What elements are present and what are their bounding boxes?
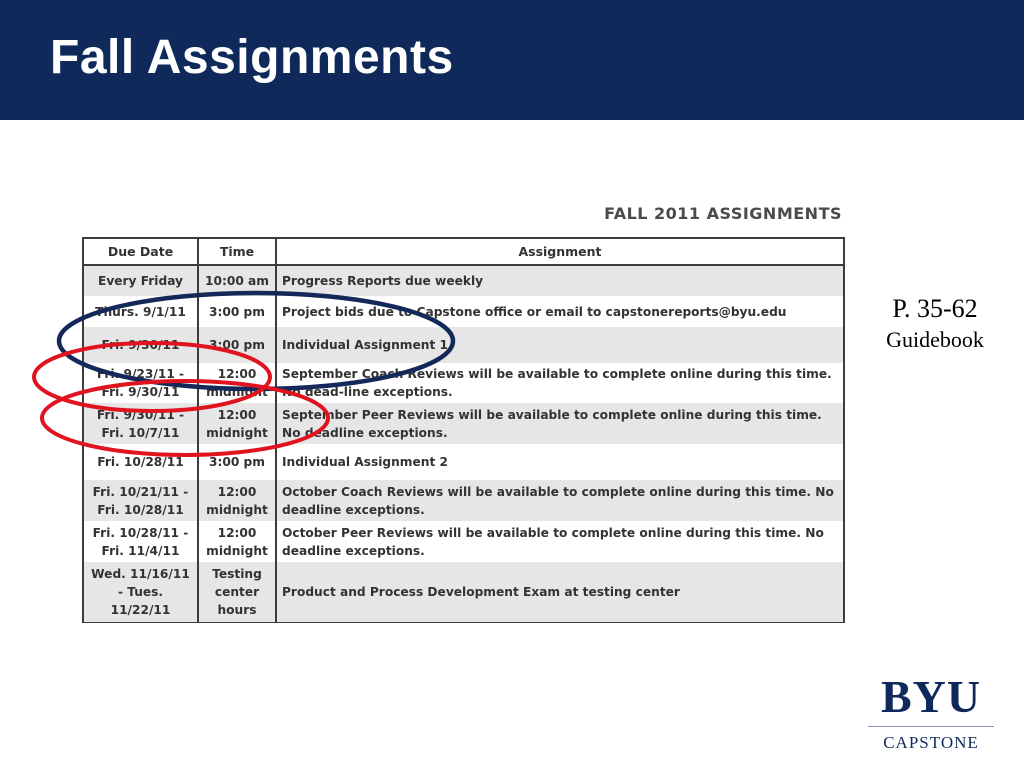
logo-subtitle: CAPSTONE xyxy=(883,733,979,752)
time-cell: 3:00 pm xyxy=(198,444,276,480)
title-bar xyxy=(0,0,1024,120)
due-date-cell: Fri. 10/21/11 - Fri. 10/28/11 xyxy=(83,480,198,521)
column-header-time: Time xyxy=(198,238,276,265)
guidebook-label: Guidebook xyxy=(886,327,984,352)
assignment-cell: Individual Assignment 1 xyxy=(276,327,844,363)
table-row xyxy=(83,444,844,480)
assignment-cell: Progress Reports due weekly xyxy=(276,265,844,296)
assignment-cell: Product and Process Development Exam at testing center xyxy=(276,562,844,622)
column-header-assignment: Assignment xyxy=(276,238,844,265)
slide-title: Fall Assignments xyxy=(50,31,454,84)
due-date-cell: Fri. 10/28/11 xyxy=(83,444,198,480)
due-date-cell: Fri. 10/28/11 - Fri. 11/4/11 xyxy=(83,521,198,562)
assignment-cell: Project bids due to Capstone office or email to capstonereports@byu.edu xyxy=(276,296,844,327)
time-cell: 12:00 midnight xyxy=(198,480,276,521)
table-row xyxy=(83,562,844,622)
table-row xyxy=(83,521,844,562)
assignment-cell: September Coach Reviews will be available to complete online during this time. No dead-line exceptions. xyxy=(276,363,844,403)
table-row xyxy=(83,296,844,327)
table-row xyxy=(83,327,844,363)
logo-wordmark: BYU xyxy=(880,671,982,722)
table-header-row xyxy=(83,238,844,265)
due-date-cell: Fri. 9/23/11 - Fri. 9/30/11 xyxy=(83,363,198,403)
time-cell: 12:00 midnight xyxy=(198,363,276,403)
due-date-cell: Wed. 11/16/11 - Tues. 11/22/11 xyxy=(83,562,198,622)
time-cell: 10:00 am xyxy=(198,265,276,296)
logo-divider xyxy=(868,726,994,727)
due-date-cell: Thurs. 9/1/11 xyxy=(83,296,198,327)
time-cell: 3:00 pm xyxy=(198,296,276,327)
byu-capstone-logo xyxy=(862,672,1000,762)
due-date-cell: Fri. 9/30/11 xyxy=(83,327,198,363)
time-cell: 12:00 midnight xyxy=(198,521,276,562)
assignment-cell: Individual Assignment 2 xyxy=(276,444,844,480)
due-date-cell: Every Friday xyxy=(83,265,198,296)
table-row xyxy=(83,265,844,296)
guidebook-reference xyxy=(862,292,1008,354)
due-date-cell: Fri. 9/30/11 - Fri. 10/7/11 xyxy=(83,403,198,444)
column-header-due-date: Due Date xyxy=(83,238,198,265)
time-cell: 3:00 pm xyxy=(198,327,276,363)
time-cell: Testing center hours xyxy=(198,562,276,622)
assignments-table xyxy=(82,237,845,623)
table-row xyxy=(83,363,844,403)
page-reference: P. 35-62 xyxy=(892,294,978,323)
table-row xyxy=(83,403,844,444)
assignment-cell: September Peer Reviews will be available to complete online during this time. No deadline exceptions. xyxy=(276,403,844,444)
time-cell: 12:00 midnight xyxy=(198,403,276,444)
document-heading: FALL 2011 ASSIGNMENTS xyxy=(604,204,842,223)
assignment-cell: October Peer Reviews will be available to complete online during this time. No deadline exceptions. xyxy=(276,521,844,562)
assignment-cell: October Coach Reviews will be available to complete online during this time. No deadline exceptions. xyxy=(276,480,844,521)
table-row xyxy=(83,480,844,521)
